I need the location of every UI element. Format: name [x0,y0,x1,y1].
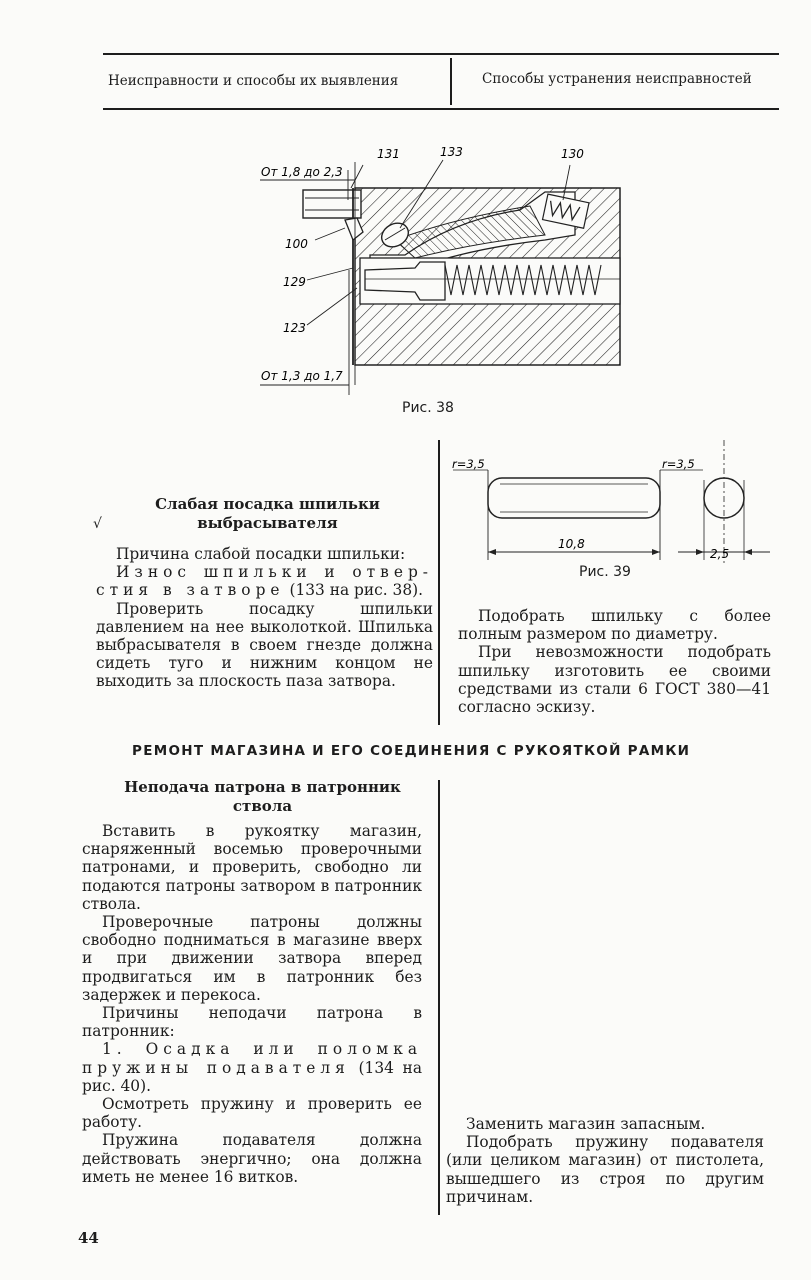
figure-38-drawing [245,140,635,400]
section2-p6: Пружина подавателя должна действовать энергично; она должна иметь не менее 16 витков. [82,1131,422,1186]
header-right-column: Способы устранения неисправностей [482,71,752,87]
fig38-dim-top: От 1,8 до 2,3 [261,165,343,179]
section-title: РЕМОНТ МАГАЗИНА И ЕГО СОЕДИНЕНИЯ С РУКОЯТКОЙ РАМКИ [132,743,691,759]
margin-check-mark: √ [93,516,102,532]
header-top-rule [103,53,779,55]
header-divider [450,58,452,105]
header-bottom-rule [103,108,779,110]
section2-p4-ref: (134 на рис. 40). [82,1058,422,1095]
fig39-radius-left: r=3,5 [452,457,485,471]
section1-check: Проверить посадку шпильки давлением на нее выколоткой. Шпилька выбрасывателя в своем гнезде должна сидеть туго и нижним концом не выходить за плоскость паза затвора. [96,599,433,691]
section1-heading [115,495,420,533]
section2-heading-line1: Неподача патрона в патронник [124,778,401,796]
fig39-length: 10,8 [558,537,585,551]
section2-right-text [446,1115,764,1206]
section1-right-text [458,607,771,716]
fig38-label-131: 131 [377,147,400,161]
fig38-dim-bottom: От 1,3 до 1,7 [261,369,343,383]
section2-p4-spaced: 1. Осадка или поломка пружины подавателя [82,1040,422,1077]
section1-left-text [96,545,433,691]
section1-cause-ref: (133 на рис. 38). [289,581,424,600]
section1-cause-detail [96,563,433,599]
fig38-label-123: 123 [283,321,306,335]
section1-remedy-2: При невозможности подобрать шпильку изготовить ее своими средствами из стали 6 ГОСТ 380—41 согласно эскизу. [458,643,771,717]
figure-39-caption: Рис. 39 [579,564,631,580]
section1-heading-line1: Слабая посадка шпильки [155,495,380,513]
section2-p4 [82,1040,422,1095]
section2-column-divider [438,780,440,1215]
fig38-label-100: 100 [285,237,308,251]
section2-p5: Осмотреть пружину и проверить ее работу. [82,1095,422,1132]
fig38-label-133: 133 [440,145,463,159]
section2-left-text [82,822,422,1186]
section2-p1: Вставить в рукоятку магазин, снаряженный восемью проверочными патронами, и проверить, свободно ли подаются патроны затвором в патронник ствола. [82,822,422,913]
fig38-label-130: 130 [561,147,584,161]
fig38-label-129: 129 [283,275,306,289]
section2-p2: Проверочные патроны должны свободно подниматься в магазине вверх и при движении затвора вперед продвигаться им в патронник без задержек и перекоса. [82,913,422,1004]
section1-cause-spaced: Износ шпильки и отвер-стия в затворе [96,563,433,600]
section1-cause: Причина слабой посадки шпильки: [116,545,406,563]
section1-remedy-1: Подобрать шпильку с более полным размером по диаметру. [458,607,771,644]
figure-39-drawing [448,440,778,565]
section2-remedy-1: Заменить магазин запасным. [466,1115,706,1133]
page-number: 44 [78,1229,99,1247]
fig39-radius-right: r=3,5 [662,457,695,471]
section1-heading-line2: выбрасывателя [197,514,338,532]
section2-heading-line2: ствола [232,797,293,815]
header-left-column: Неисправности и способы их выявления [108,73,399,89]
fig39-diameter: 2,5 [710,547,730,561]
section2-remedy-2: Подобрать пружину подавателя (или целиком магазин) от пистолета, вышедшего из строя по другим причинам. [446,1133,764,1206]
section2-p3: Причины неподачи патрона в патронник: [82,1004,422,1041]
figure-38-caption: Рис. 38 [402,400,454,416]
section1-column-divider [438,440,440,725]
section2-heading [100,778,425,816]
